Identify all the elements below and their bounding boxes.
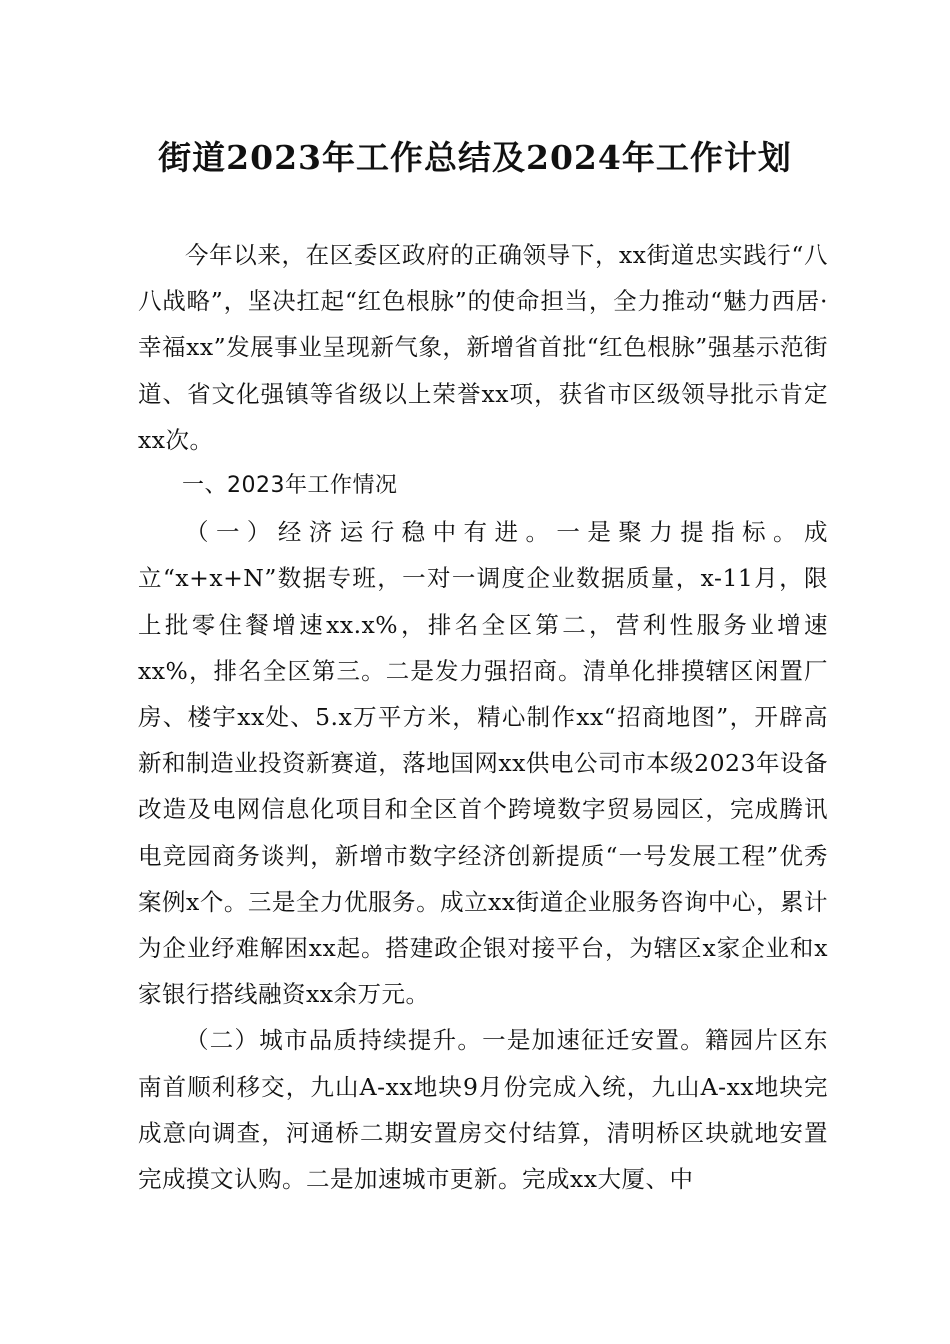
document-title: 街道2023年工作总结及2024年工作计划	[158, 138, 792, 177]
document-body	[138, 232, 828, 1202]
economy-paragraph: （一）经济运行稳中有进。一是聚力提指标。成立“x+x+N”数据专班，一对一调度企业数据质量，x-11月，限上批零住餐增速xx.x%，排名全区第二，营利性服务业增速xx%，排名全区第三。二是发力强招商。清单化排摸辖区闲置厂房、楼宇xx处、5.x万平方米，精心制作xx“招商地图”，开辟高新和制造业投资新赛道，落地国网xx供电公司市本级2023年设备改造及电网信息化项目和全区首个跨境数字贸易园区，完成腾讯电竞园商务谈判，新增市数字经济创新提质“一号发展工程”优秀案例x个。三是全力优服务。成立xx街道企业服务咨询中心，累计为企业纾难解困xx起。搭建政企银对接平台，为辖区x家企业和x家银行搭线融资xx余万元。	[138, 518, 828, 1009]
intro-paragraph: 今年以来，在区委区政府的正确领导下，xx街道忠实践行“八八战略”，坚决扛起“红色根脉”的使命担当，全力推动“魅力西居·幸福xx”发展事业呈现新气象，新增省首批“红色根脉”强基示范街道、省文化强镇等省级以上荣誉xx项，获省市区级领导批示肯定xx次。	[138, 241, 828, 454]
section-heading: 一、2023年工作情况	[182, 473, 398, 499]
city-quality-paragraph: （二）城市品质持续提升。一是加速征迁安置。籍园片区东南首顺利移交，九山A-xx地块9月份完成入统，九山A-xx地块完成意向调查，河通桥二期安置房交付结算，清明桥区块就地安置完成摸文认购。二是加速城市更新。完成xx大厦、中	[138, 1026, 828, 1194]
